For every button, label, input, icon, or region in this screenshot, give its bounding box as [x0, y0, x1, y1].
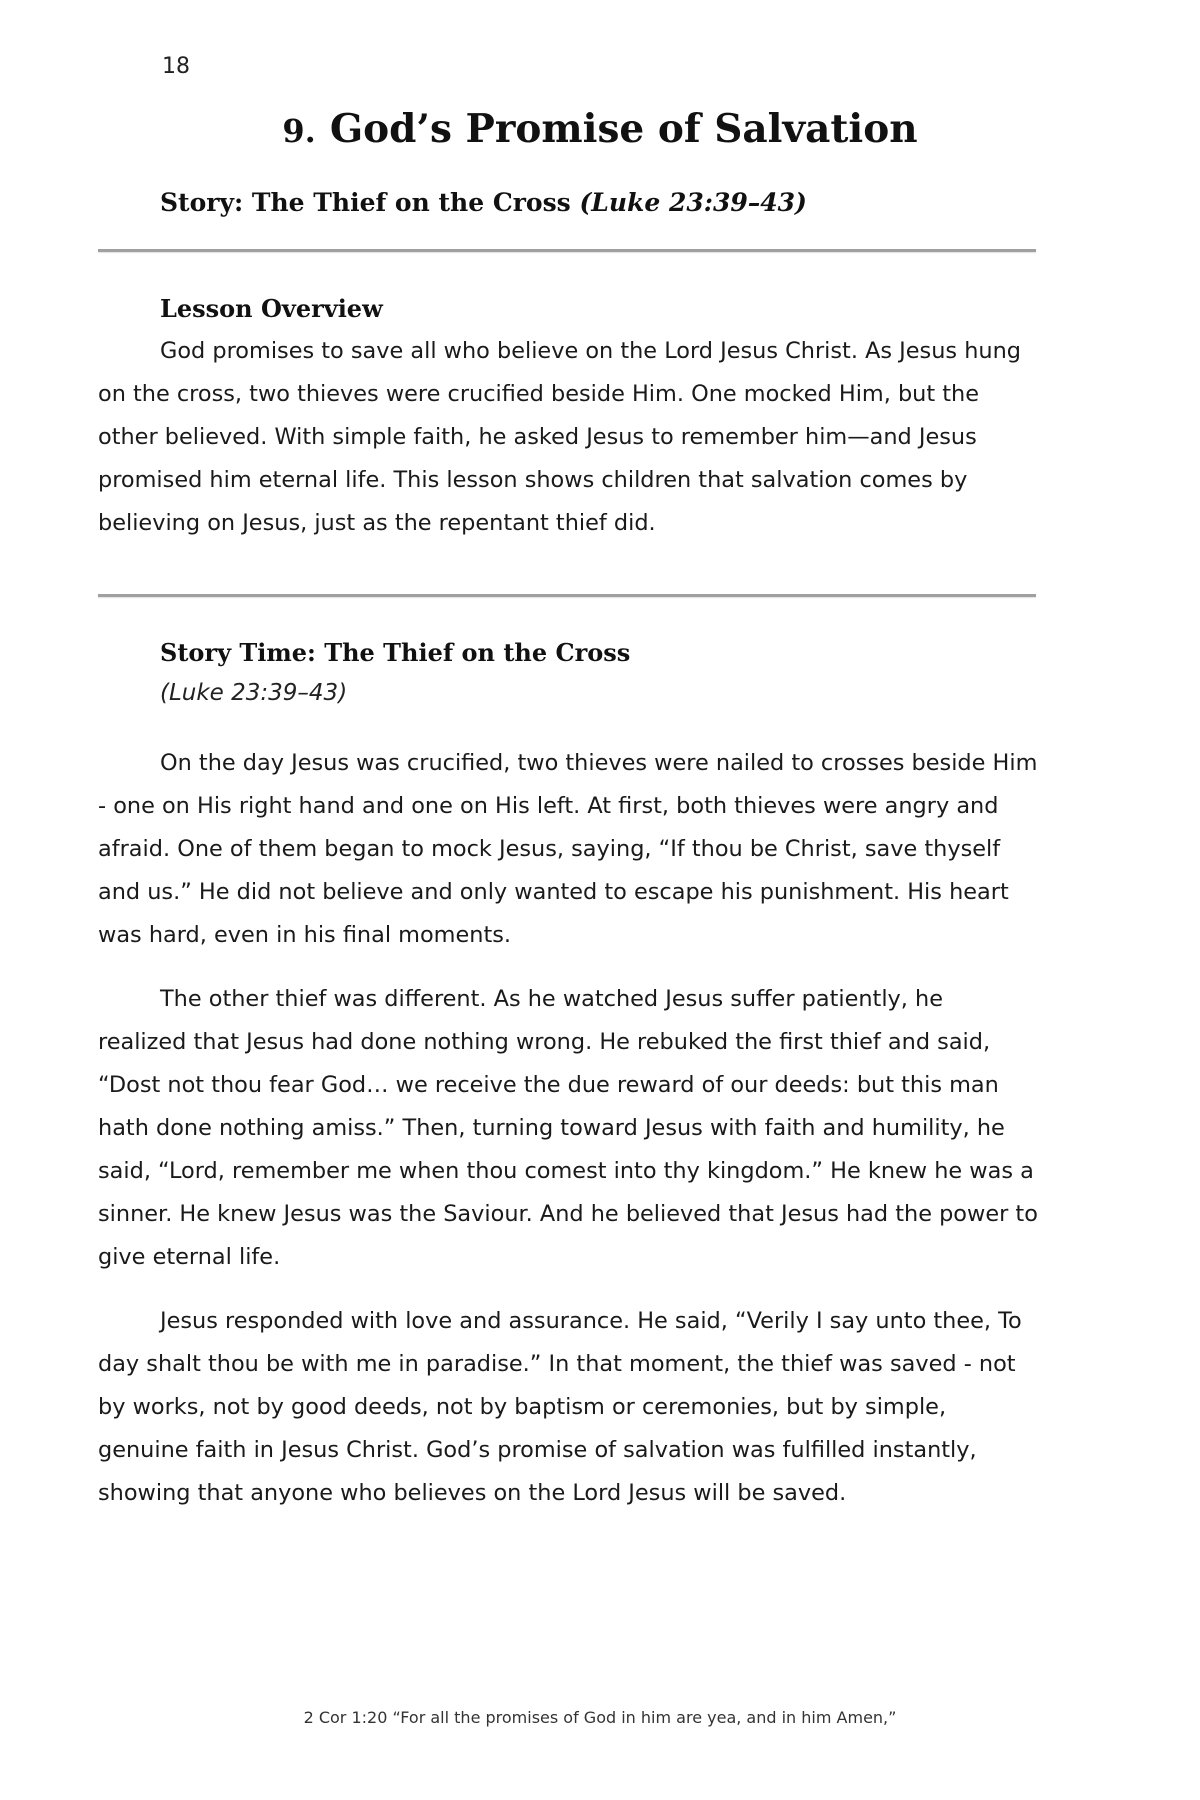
- chapter-title: [0, 106, 1200, 152]
- page-number: 18: [162, 54, 190, 79]
- story-subtitle: [160, 188, 807, 217]
- lesson-overview-text: God promises to save all who believe on the Lord Jesus Christ. As Jesus hung on the cross, two thieves were crucified beside Him. One mocked Him, but the other believed. With simple faith, he asked Jesus to remember him—and Jesus promised him eternal life. This lesson shows children that salvation comes by believing on Jesus, just as the repentant thief did.: [98, 338, 1021, 536]
- story-paragraph-1: On the day Jesus was crucified, two thieves were nailed to crosses beside Him - one on His right hand and one on His left. At first, both thieves were angry and afraid. One of them began to mock Jesus, saying, “If thou be Christ, save thyself and us.” He did not believe and only wanted to escape his punishment. His heart was hard, even in his final moments.: [98, 750, 1038, 948]
- story-time-reference: (Luke 23:39–43): [160, 680, 348, 706]
- story-subtitle-reference: (Luke 23:39–43): [579, 188, 807, 217]
- lesson-overview-heading: Lesson Overview: [160, 294, 383, 323]
- story-paragraph-2: The other thief was different. As he watched Jesus suffer patiently, he realized that Jesus had done nothing wrong. He rebuked the first thief and said, “Dost not thou fear God… we receive the due reward of our deeds: but this man hath done nothing amiss.” Then, turning toward Jesus with faith and humility, he said, “Lord, remember me when thou comest into thy kingdom.” He knew he was a sinner. He knew Jesus was the Saviour. And he believed that Jesus had the power to give eternal life.: [98, 986, 1038, 1270]
- story-paragraph-3: Jesus responded with love and assurance. He said, “Verily I say unto thee, To day shalt thou be with me in paradise.” In that moment, the thief was saved - not by works, not by good deeds, not by baptism or ceremonies, but by simple, genuine faith in Jesus Christ. God’s promise of salvation was fulfilled instantly, showing that anyone who believes on the Lord Jesus will be saved.: [98, 1308, 1022, 1506]
- story-time-heading: Story Time: The Thief on the Cross: [160, 638, 631, 667]
- divider-top: [98, 249, 1036, 252]
- chapter-title-text: God’s Promise of Salvation: [329, 106, 918, 152]
- divider-middle: [98, 594, 1036, 597]
- footer-verse: 2 Cor 1:20 “For all the promises of God in him are yea, and in him Amen,”: [303, 1708, 897, 1727]
- chapter-number: 9.: [282, 112, 316, 150]
- story-subtitle-label: Story: The Thief on the Cross: [160, 188, 571, 217]
